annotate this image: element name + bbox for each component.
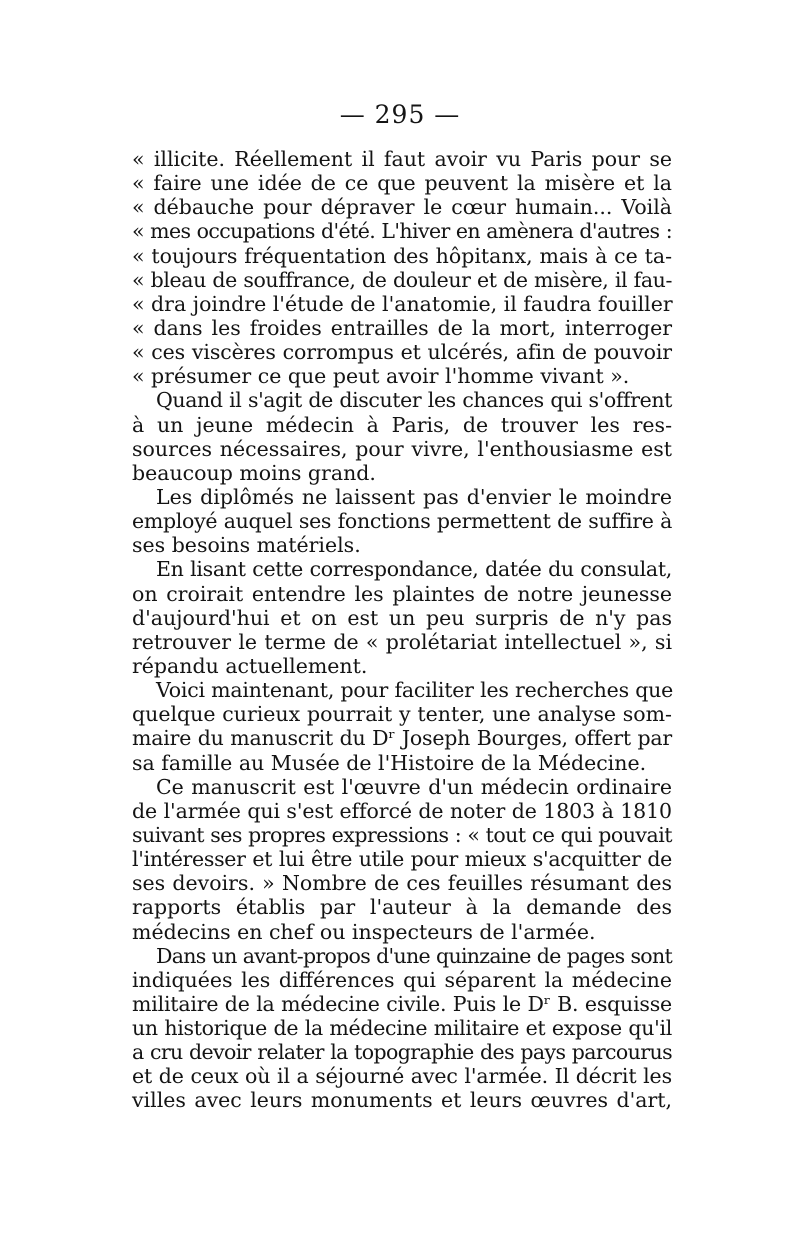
text-line: suivant ses propres expressions : « tout ce qui pouvait xyxy=(132,822,672,847)
text-line: « mes occupations d'été. L'hiver en amènera d'autres : xyxy=(132,219,672,244)
text-line: ses devoirs. » Nombre de ces feuilles résumant des xyxy=(132,871,672,896)
text-line: Dans un avant-propos d'une quinzaine de pages sont xyxy=(156,943,672,968)
text-line: « dans les froides entrailles de la mort, interroger xyxy=(132,315,672,340)
text-line: employé auquel ses fonctions permettent de suffire à xyxy=(132,509,672,534)
text-line: l'intéresser et lui être utile pour mieux s'acquitter de xyxy=(132,847,672,872)
text-line: Quand il s'agit de discuter les chances qui s'offrent xyxy=(156,388,672,413)
text-line: un historique de la médecine militaire et expose qu'il xyxy=(132,1016,672,1041)
text-line: Les diplômés ne laissent pas d'envier le moindre xyxy=(156,484,672,509)
text-line: rapports établis par l'auteur à la demande des xyxy=(132,895,672,920)
text-line: d'aujourd'hui et on est un peu surpris de n'y pas xyxy=(132,605,672,630)
text-line: ses besoins matériels. xyxy=(132,533,361,558)
text-line: « débauche pour dépraver le cœur humain... Voilà xyxy=(132,195,672,220)
text-line: villes avec leurs monuments et leurs œuvres d'art, xyxy=(132,1088,672,1113)
text-line: médecins en chef ou inspecteurs de l'armée. xyxy=(132,919,596,944)
text-line: et de ceux où il a séjourné avec l'armée. Il décrit les xyxy=(132,1064,672,1089)
page-number: — 295 — xyxy=(339,100,461,129)
text-line: Ce manuscrit est l'œuvre d'un médecin ordinaire xyxy=(156,774,672,799)
text-line: « ces viscères corrompus et ulcérés, afin de pouvoir xyxy=(132,340,672,365)
text-line: sources nécessaires, pour vivre, l'enthousiasme est xyxy=(132,436,672,461)
text-line: sa famille au Musée de l'Histoire de la Médecine. xyxy=(132,750,647,775)
text-line: on croirait entendre les plaintes de notre jeunesse xyxy=(132,581,672,606)
text-line: répandu actuellement. xyxy=(132,653,368,678)
text-line: à un jeune médecin à Paris, de trouver les res- xyxy=(132,412,672,437)
text-line: « illicite. Réellement il faut avoir vu Paris pour se xyxy=(132,147,672,171)
text-line: « toujours fréquentation des hôpitanx, mais à ce ta- xyxy=(132,243,672,268)
text-line: « faire une idée de ce que peuvent la misère et la xyxy=(132,171,672,196)
text-line: maire du manuscrit du Dʳ Joseph Bourges, offert par xyxy=(132,726,672,751)
text-line: « bleau de souffrance, de douleur et de misère, il fau- xyxy=(132,267,672,292)
text-line: « dra joindre l'étude de l'anatomie, il faudra fouiller xyxy=(132,291,673,316)
text-line: indiquées les différences qui séparent la médecine xyxy=(132,967,672,992)
text-line: retrouver le terme de « prolétariat intellectuel », si xyxy=(132,629,672,654)
text-line: a cru devoir relater la topographie des pays parcourus xyxy=(132,1040,672,1065)
text-line: de l'armée qui s'est efforcé de noter de 1803 à 1810 xyxy=(132,798,672,823)
text-line: beaucoup moins grand. xyxy=(132,460,376,485)
body-text xyxy=(132,147,672,1113)
text-line: militaire de la médecine civile. Puis le Dʳ B. esquisse xyxy=(132,991,672,1016)
text-line: « présumer ce que peut avoir l'homme vivant ». xyxy=(132,364,630,389)
text-line: quelque curieux pourrait y tenter, une analyse som- xyxy=(132,702,672,727)
text-line: En lisant cette correspondance, datée du consulat, xyxy=(156,557,672,582)
text-line: Voici maintenant, pour faciliter les recherches que xyxy=(156,678,674,703)
